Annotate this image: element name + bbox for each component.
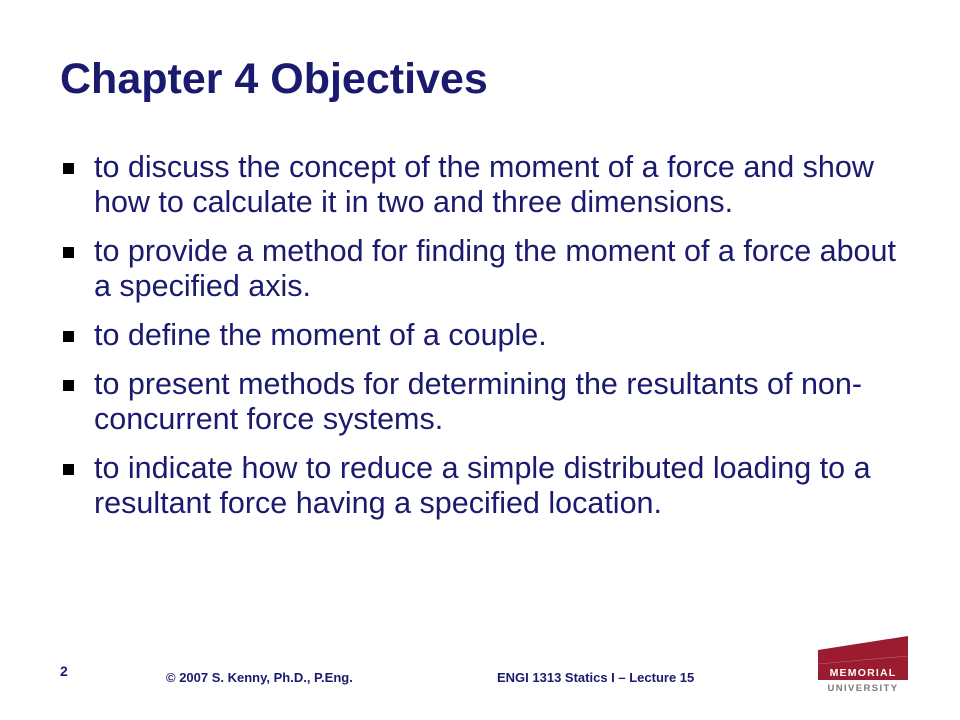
slide-title: Chapter 4 Objectives (60, 55, 488, 103)
bullet-text: to present methods for determining the resultants of non-concurrent force systems. (94, 367, 863, 436)
footer-course-label: ENGI 1313 Statics I – Lecture 15 (497, 670, 695, 685)
list-item (60, 367, 900, 437)
bullet-text: to define the moment of a couple. (94, 318, 547, 352)
square-bullet-icon (63, 247, 74, 258)
list-item (60, 318, 900, 353)
svg-text:UNIVERSITY: UNIVERSITY (827, 683, 899, 694)
bullet-text: to discuss the concept of the moment of a force and show how to calculate it in two and three dimensions. (94, 150, 874, 219)
square-bullet-icon (63, 464, 74, 475)
list-item (60, 150, 900, 220)
square-bullet-icon (63, 380, 74, 391)
square-bullet-icon (63, 331, 74, 342)
objectives-list (60, 150, 900, 535)
square-bullet-icon (63, 163, 74, 174)
svg-text:MEMORIAL: MEMORIAL (829, 667, 897, 679)
list-item (60, 451, 900, 521)
page-number: 2 (60, 663, 68, 679)
bullet-text: to indicate how to reduce a simple distributed loading to a resultant force having a specified location. (94, 451, 871, 520)
memorial-university-logo (816, 634, 910, 696)
bullet-text: to provide a method for finding the moment of a force about a specified axis. (94, 234, 896, 303)
list-item (60, 234, 900, 304)
footer-copyright: © 2007 S. Kenny, Ph.D., P.Eng. (166, 670, 353, 685)
